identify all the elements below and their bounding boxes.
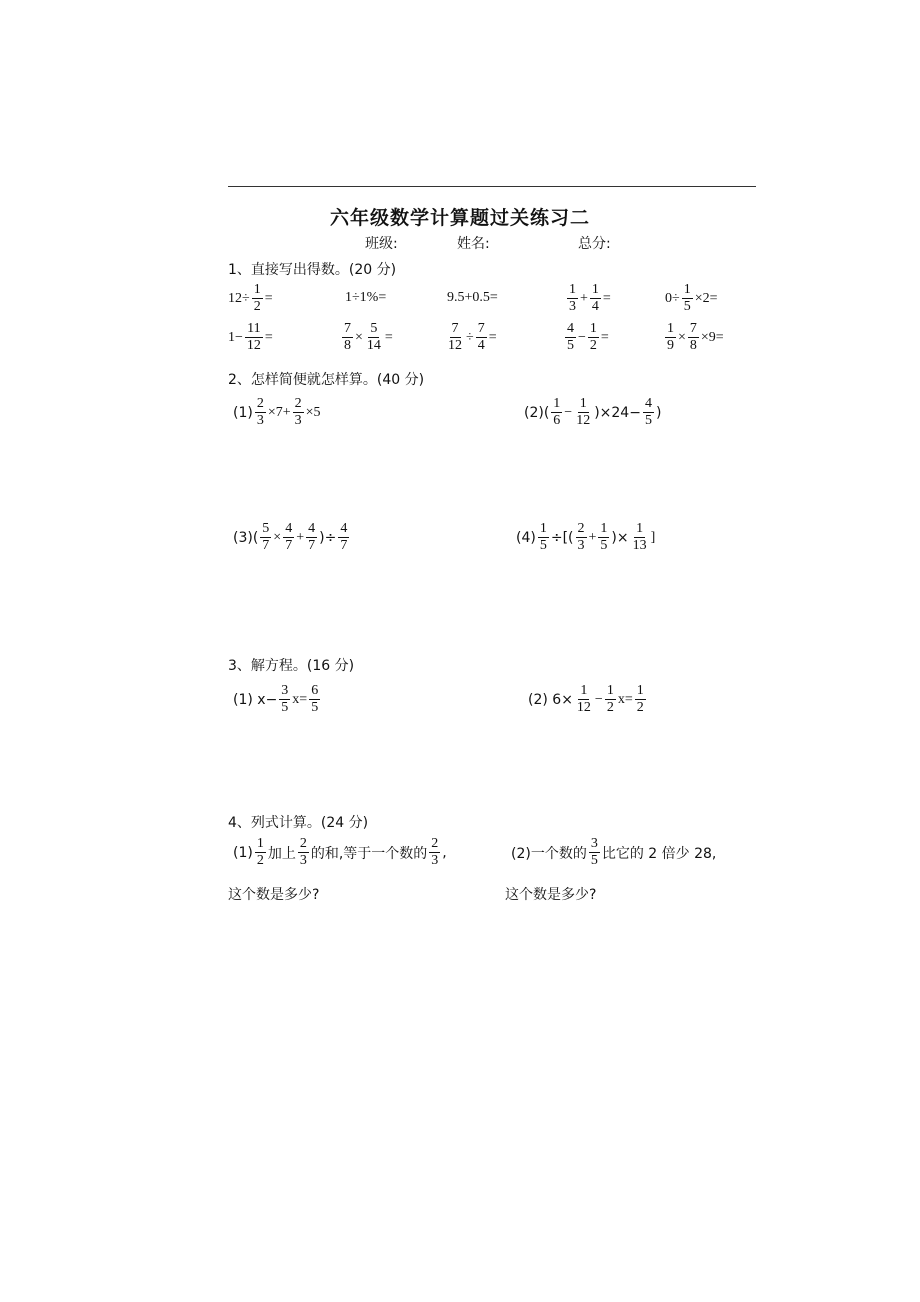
problem-1-9: 4 5 − $\frac{1}{2}$ = [567,321,609,353]
problem-1-7: $\frac{7}{8}$ × $\frac{5}{14}$ = [344,321,393,353]
problem-4-1-question: 这个数是多少? [228,887,320,903]
problem-1-4: 1 3 + $\frac{1}{4}$ = [569,282,611,314]
section-4-heading: 4、列式计算。(24 分) [228,815,369,831]
problem-2-2: (2)( 1 6 − $\frac{1}{12}$ )×24− $\frac{4}{5}$ ) [524,396,662,428]
problem-2-4: (4) $\frac{1}{5}$ ÷[( 2 3 + $\frac{1}{5}$ )× $\frac{1}{13}$ ] [516,521,656,553]
section-2-heading: 2、怎样简便就怎样算。(40 分) [228,372,425,388]
score-label: 总分: [578,236,611,252]
problem-2-1: (1) $\frac{2}{3}$ ×7+ $\frac{2}{3}$ ×5 [233,396,321,428]
header-rule [228,186,756,187]
problem-4-2-question: 这个数是多少? [505,887,597,903]
problem-2-3: (3)( $\frac{5}{7}$ × $\frac{4}{7}$ + $\frac{4}{7}$ )÷ $\frac{4}{7}$ [233,521,348,553]
problem-1-3: 9.5+0.5= [447,290,498,305]
page-title: 六年级数学计算题过关练习二 [329,207,590,229]
section-3-heading: 3、解方程。(16 分) [228,658,355,674]
problem-1-10: $\frac{1}{9}$ × $\frac{7}{8}$ ×9= [667,321,724,353]
problem-3-2: (2) 6× $\frac{1}{12}$ − $\frac{1}{2}$ x= $\frac{1}{2}$ [528,683,644,715]
section-1-heading: 1、直接写出得数。(20 分) [228,262,397,278]
problem-1-8: $\frac{7}{12}$ ÷ $\frac{7}{4}$ = [448,321,497,353]
problem-1-1: 12÷ $\frac{1}{2}$ = [228,282,273,314]
name-label: 姓名: [457,236,490,252]
problem-4-2: (2)一个数的 3 5 比它的 2 倍少 28, [511,836,717,868]
problem-1-2: 1÷1%= [345,290,387,305]
class-label: 班级: [365,236,398,252]
problem-3-1: (1) x− $\frac{3}{5}$ x= $\frac{6}{5}$ [233,683,319,715]
problem-4-1: (1) 1 2 加上 2 3 的和,等于一个数的 2 3 , [233,836,447,868]
problem-1-6: 1− $\frac{11}{12}$ = [228,321,273,353]
problem-1-5: 0÷ $\frac{1}{5}$ ×2= [665,282,718,314]
